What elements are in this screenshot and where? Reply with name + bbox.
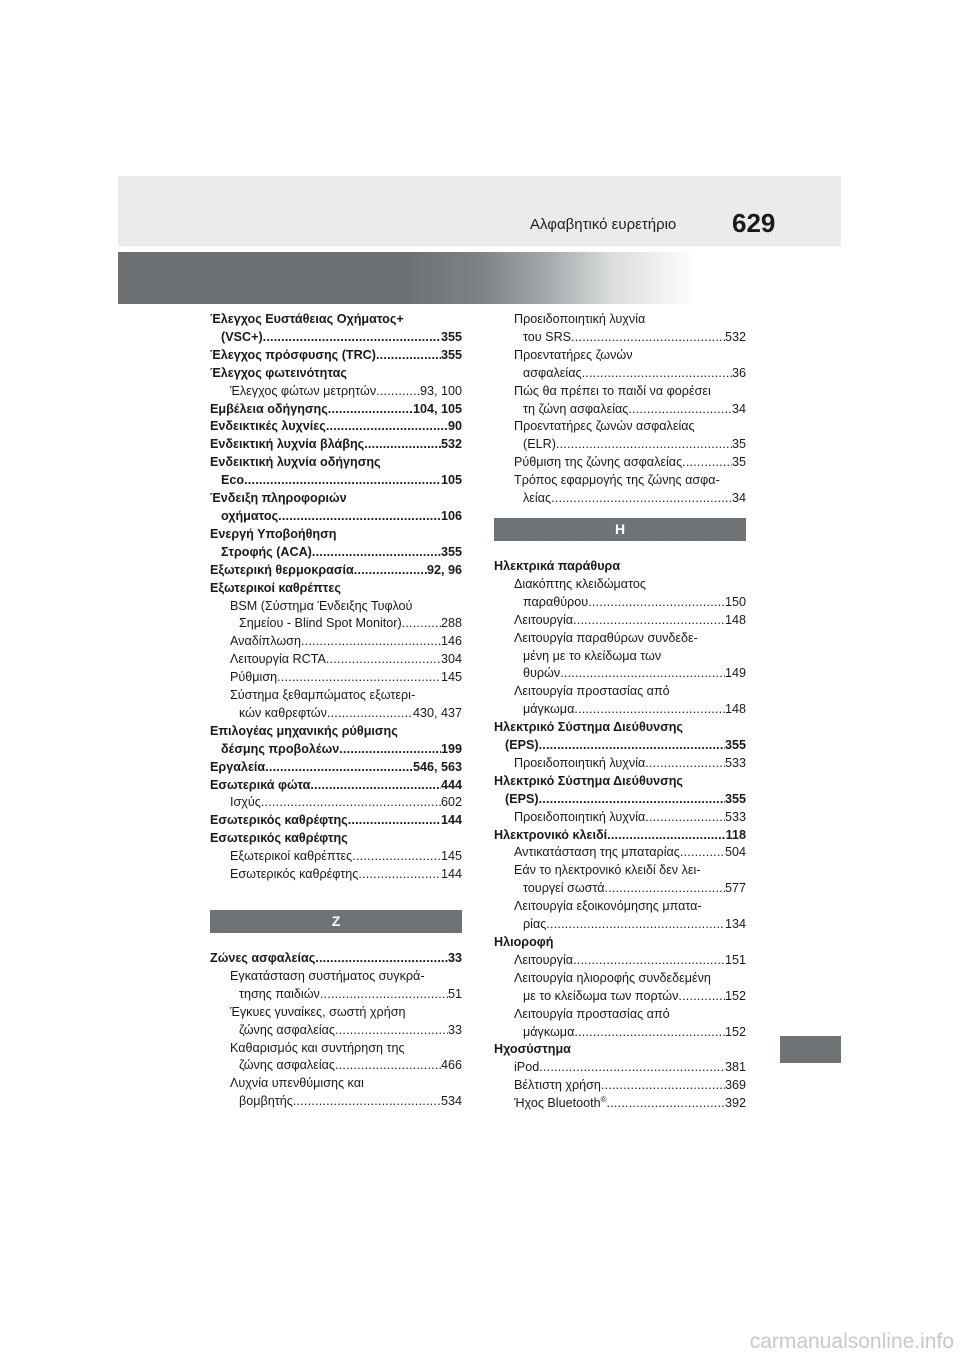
page-number: 629	[732, 208, 776, 238]
index-entry: Ηλιοροφή	[494, 935, 554, 949]
header-title: Αλφαβητικό ευρετήριο	[530, 216, 677, 233]
section-header-h: Η	[494, 518, 746, 541]
index-subentry: Λειτουργία ..... 151	[494, 952, 746, 970]
index-subentry: Ρύθμιση ..... 145	[210, 669, 462, 687]
index-entry: Εργαλεία ..... 546, 563	[210, 759, 462, 777]
index-subentry: Τρόπος εφαρμογής της ζώνης ασφα- λείας ..... 34	[494, 472, 746, 508]
index-subentry: Πώς θα πρέπει το παιδί να φορέσει τη ζώνη ασφαλείας ..... 34	[494, 383, 746, 419]
index-subentry: Βέλτιστη χρήση ..... 369	[494, 1077, 746, 1095]
index-subentry: Εσωτερικός καθρέφτης ..... 144	[210, 866, 462, 884]
section-header-z: Ζ	[210, 910, 462, 933]
index-subentry: Λειτουργία προστασίας από μάγκωμα ..... 152	[494, 1006, 746, 1042]
index-entry: Έλεγχος πρόσφυσης (TRC) ..... 355	[210, 347, 462, 365]
index-subentry: Λειτουργία παραθύρων συνδεδε- μένη με το κλείδωμα των θυρών ..... 149	[494, 630, 746, 684]
index-subentry: Καθαρισμός και συντήρηση της ζώνης ασφαλείας ..... 466	[210, 1040, 462, 1076]
thumb-index-tab	[780, 1036, 841, 1063]
index-subentry: Λειτουργία RCTA ..... 304	[210, 651, 462, 669]
index-subentry: BSM (Σύστημα Ένδειξης Τυφλού Σημείου - Blind Spot Monitor) ..... 288	[210, 598, 462, 634]
index-subentry: iPod ..... 381	[494, 1059, 746, 1077]
index-subentry: Προεντατήρες ζωνών ασφαλείας ..... 36	[494, 347, 746, 383]
index-entry: Εμβέλεια οδήγησης ..... 104, 105	[210, 401, 462, 419]
index-entry: Ενδεικτικές λυχνίες ..... 90	[210, 418, 462, 436]
index-entry: Ενεργή Υποβοήθηση Στροφής (ACA) ..... 355	[210, 526, 462, 562]
index-subentry: Λειτουργία ηλιοροφής συνδεδεμένη με το κλείδωμα των πορτών ..... 152	[494, 970, 746, 1006]
index-entry: Ενδεικτική λυχνία οδήγησης Eco ..... 105	[210, 454, 462, 490]
index-subentry: Προεντατήρες ζωνών ασφαλείας (ELR) ..... 35	[494, 418, 746, 454]
index-subentry: Σύστημα ξεθαμπώματος εξωτερι- κών καθρεφτών ..... 430, 437	[210, 687, 462, 723]
index-entry: Ηλεκτρονικό κλειδί ..... 118	[494, 827, 746, 845]
index-subentry: Έλεγχος φώτων μετρητών ..... 93, 100	[210, 383, 462, 401]
index-subentry: Προειδοποιητική λυχνία ..... 533	[494, 755, 746, 773]
index-subentry: Ισχύς ..... 602	[210, 794, 462, 812]
index-subentry: Εάν το ηλεκτρονικό κλειδί δεν λει- τουργεί σωστά ..... 577	[494, 862, 746, 898]
header-band	[118, 252, 841, 304]
index-subentry: Προειδοποιητική λυχνία ..... 533	[494, 809, 746, 827]
index-entry: Εξωτερικοί καθρέπτες	[210, 580, 341, 595]
index-entry: Εσωτερικά φώτα ..... 444	[210, 777, 462, 795]
registered-mark: ®	[600, 1094, 607, 1104]
footer-watermark-url: carmanualsonline.info	[749, 1330, 954, 1353]
index-subentry: Εξωτερικοί καθρέπτες ..... 145	[210, 848, 462, 866]
index-subentry: Λειτουργία εξοικονόμησης μπατα- ρίας ..... 134	[494, 898, 746, 934]
index-subentry: Ήχος Bluetooth® ..... 392	[494, 1095, 746, 1113]
index-subentry: Διακόπτης κλειδώματος παραθύρου ..... 150	[494, 576, 746, 612]
index-entry: Έλεγχος Ευστάθειας Οχήματος+ (VSC+) ..... 355	[210, 311, 462, 347]
index-subentry: Ρύθμιση της ζώνης ασφαλείας ..... 35	[494, 454, 746, 472]
index-entry: Επιλογέας μηχανικής ρύθμισης δέσμης προβολέων ..... 199	[210, 723, 462, 759]
index-entry: Εσωτερικός καθρέφτης ..... 144	[210, 812, 462, 830]
index-entry: Ηλεκτρικό Σύστημα Διεύθυνσης (EPS) ..... 355	[494, 719, 746, 755]
index-column-right	[494, 311, 746, 1113]
index-subentry: Αναδίπλωση ..... 146	[210, 633, 462, 651]
index-entry: Ζώνες ασφαλείας ..... 33	[210, 950, 462, 968]
index-subentry: Έγκυες γυναίκες, σωστή χρήση ζώνης ασφαλείας ..... 33	[210, 1004, 462, 1040]
index-entry: Ηλεκτρικά παράθυρα	[494, 558, 621, 573]
index-subentry: Λειτουργία προστασίας από μάγκωμα ..... 148	[494, 683, 746, 719]
index-subentry: Αντικατάσταση της μπαταρίας ..... 504	[494, 844, 746, 862]
index-entry: Ενδεικτική λυχνία βλάβης ..... 532	[210, 436, 462, 454]
index-entry: Ηλεκτρικό Σύστημα Διεύθυνσης (EPS) ..... 355	[494, 773, 746, 809]
index-entry: Εξωτερική θερμοκρασία ..... 92, 96	[210, 562, 462, 580]
index-column-left	[210, 311, 462, 1111]
index-subentry: Προειδοποιητική λυχνία του SRS ..... 532	[494, 311, 746, 347]
index-entry: Έλεγχος φωτεινότητας	[210, 365, 347, 380]
index-subentry: Λειτουργία ..... 148	[494, 612, 746, 630]
index-entry: Εσωτερικός καθρέφτης	[210, 831, 348, 846]
index-entry: Ένδειξη πληροφοριών οχήματος ..... 106	[210, 490, 462, 526]
index-subentry: Λυχνία υπενθύμισης και βομβητής ..... 534	[210, 1075, 462, 1111]
index-subentry: Εγκατάσταση συστήματος συγκρά- τησης παιδιών ..... 51	[210, 968, 462, 1004]
index-entry: Ηχοσύστημα	[494, 1042, 571, 1057]
